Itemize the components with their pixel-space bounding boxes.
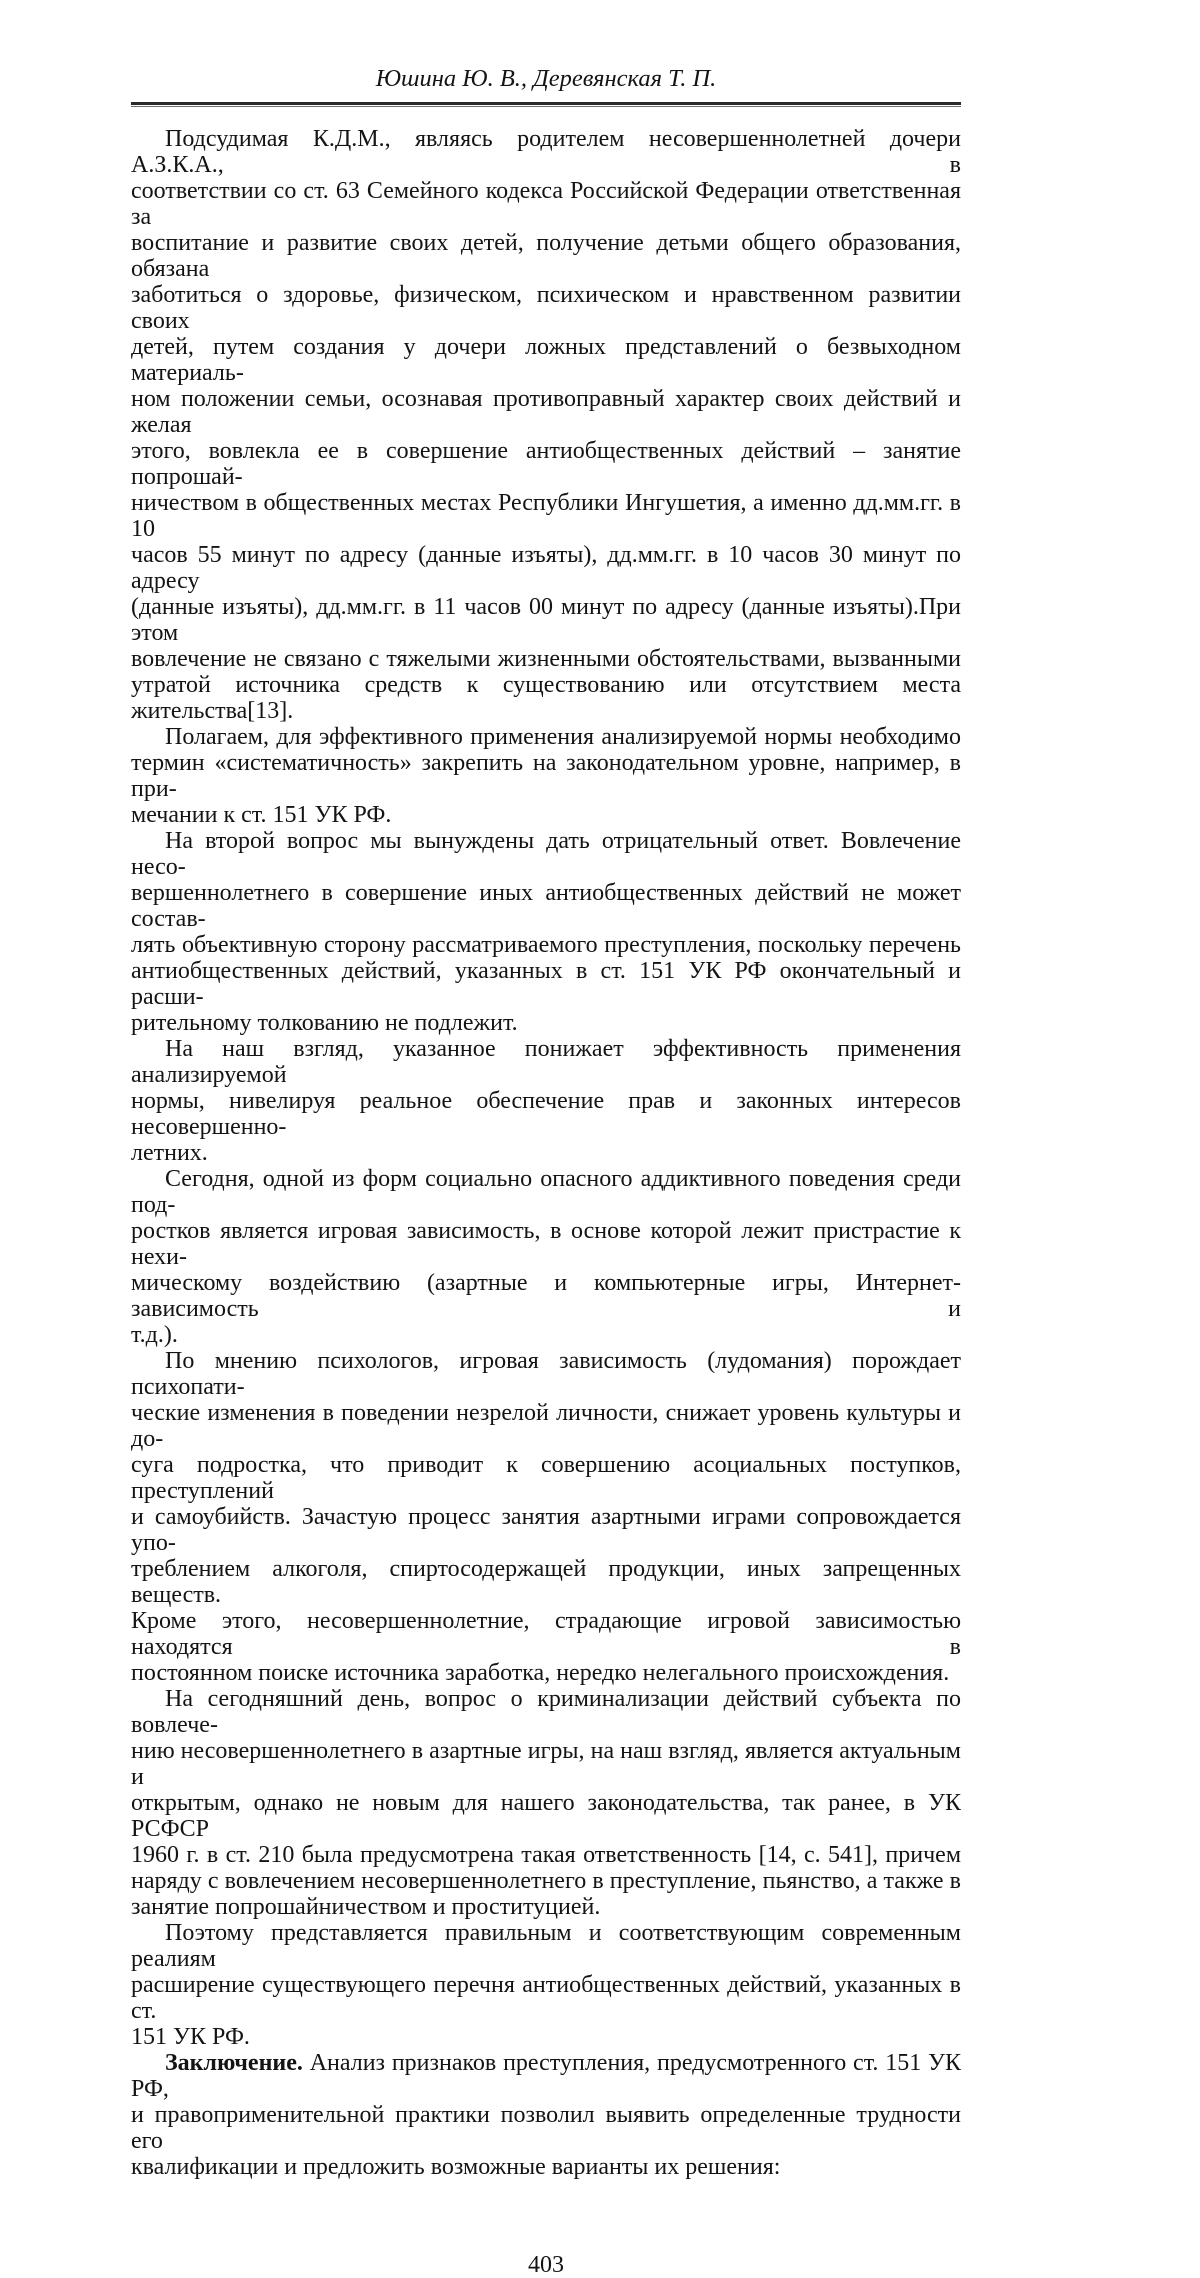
paragraph bbox=[131, 1348, 961, 1686]
text-line: лять объективную сторону рассматриваемого преступления, поскольку перечень bbox=[131, 932, 961, 958]
paragraph bbox=[131, 828, 961, 1036]
page-number: 403 bbox=[528, 2252, 564, 2278]
text-line: треблением алкоголя, спиртосодержащей продукции, иных запрещенных веществ. bbox=[131, 1556, 961, 1608]
paragraph bbox=[131, 1166, 961, 1348]
text-line: летних. bbox=[131, 1140, 208, 1166]
text-line: открытым, однако не новым для нашего законодательства, так ранее, в УК РСФСР bbox=[131, 1790, 961, 1842]
text-line: и самоубийств. Зачастую процесс занятия азартными играми сопровождается упо- bbox=[131, 1504, 961, 1556]
text-line: нормы, нивелируя реальное обеспечение прав и законных интересов несовершенно- bbox=[131, 1088, 961, 1140]
text-line: заботиться о здоровье, физическом, психическом и нравственном развитии своих bbox=[131, 282, 961, 334]
text-line: квалификации и предложить возможные варианты их решения: bbox=[131, 2154, 781, 2180]
text-line: постоянном поиске источника заработка, нередко нелегального происхождения. bbox=[131, 1660, 950, 1686]
text-line: На второй вопрос мы вынуждены дать отрицательный ответ. Вовлечение несо- bbox=[131, 828, 961, 880]
text-line: утратой источника средств к существованию или отсутствием места жительства[13]. bbox=[131, 672, 961, 724]
text-line: этого, вовлекла ее в совершение антиобщественных действий – занятие попрошай- bbox=[131, 438, 961, 490]
text-line: антиобщественных действий, указанных в ст. 151 УК РФ окончательный и расши- bbox=[131, 958, 961, 1010]
text-line: расширение существующего перечня антиобщественных действий, указанных в ст. bbox=[131, 1972, 961, 2024]
text-line: мечании к ст. 151 УК РФ. bbox=[131, 802, 392, 828]
text-line: суга подростка, что приводит к совершению асоциальных поступков, преступлений bbox=[131, 1452, 961, 1504]
paper-page bbox=[0, 65, 1200, 2278]
text-line: Заключение. Анализ признаков преступления, предусмотренного ст. 151 УК РФ, bbox=[131, 2050, 961, 2102]
text-line: ничеством в общественных местах Республики Ингушетия, а именно дд.мм.гг. в 10 bbox=[131, 490, 961, 542]
text-line: (данные изъяты), дд.мм.гг. в 11 часов 00 минут по адресу (данные изъяты).При этом bbox=[131, 594, 961, 646]
text-line: т.д.). bbox=[131, 1322, 178, 1348]
text-line: и правоприменительной практики позволил выявить определенные трудности его bbox=[131, 2102, 961, 2154]
paragraph bbox=[131, 2050, 961, 2180]
paragraph-lead-bold: Заключение. bbox=[165, 2050, 303, 2076]
paragraph bbox=[131, 1036, 961, 1166]
text-line: соответствии со ст. 63 Семейного кодекса Российской Федерации ответственная за bbox=[131, 178, 961, 230]
running-header: Юшина Ю. В., Деревянская Т. П. bbox=[375, 65, 717, 92]
text-line: часов 55 минут по адресу (данные изъяты), дд.мм.гг. в 10 часов 30 минут по адресу bbox=[131, 542, 961, 594]
text-line: По мнению психологов, игровая зависимость (лудомания) порождает психопати- bbox=[131, 1348, 961, 1400]
text-line: На наш взгляд, указанное понижает эффективность применения анализируемой bbox=[131, 1036, 961, 1088]
paragraph bbox=[131, 126, 961, 724]
text-line: Поэтому представляется правильным и соответствующим современным реалиям bbox=[131, 1920, 961, 1972]
text-line: вершеннолетнего в совершение иных антиобщественных действий не может состав- bbox=[131, 880, 961, 932]
text-line: Кроме этого, несовершеннолетние, страдающие игровой зависимостью находятся в bbox=[131, 1608, 961, 1660]
text-line: мическому воздействию (азартные и компьютерные игры, Интернет-зависимость и bbox=[131, 1270, 961, 1322]
text-line: воспитание и развитие своих детей, получение детьми общего образования, обязана bbox=[131, 230, 961, 282]
text-line: 151 УК РФ. bbox=[131, 2024, 250, 2050]
text-line: занятие попрошайничеством и проституцией. bbox=[131, 1894, 601, 1920]
header-rule bbox=[131, 102, 961, 107]
text-line: рительному толкованию не подлежит. bbox=[131, 1010, 518, 1036]
text-line: Полагаем, для эффективного применения анализируемой нормы необходимо bbox=[165, 724, 961, 750]
text-line: термин «систематичность» закрепить на законодательном уровне, например, в при- bbox=[131, 750, 961, 802]
text-line: На сегодняшний день, вопрос о криминализации действий субъекта по вовлече- bbox=[131, 1686, 961, 1738]
text-line: ростков является игровая зависимость, в основе которой лежит пристрастие к нехи- bbox=[131, 1218, 961, 1270]
text-line: ном положении семьи, осознавая противоправный характер своих действий и желая bbox=[131, 386, 961, 438]
text-line: детей, путем создания у дочери ложных представлений о безвыходном материаль- bbox=[131, 334, 961, 386]
paragraph bbox=[131, 724, 961, 828]
paragraph bbox=[131, 1686, 961, 1920]
text-line: 1960 г. в ст. 210 была предусмотрена такая ответственность [14, с. 541], причем bbox=[131, 1842, 961, 1868]
text-line: ческие изменения в поведении незрелой личности, снижает уровень культуры и до- bbox=[131, 1400, 961, 1452]
paragraph bbox=[131, 1920, 961, 2050]
text-line: Сегодня, одной из форм социально опасного аддиктивного поведения среди под- bbox=[131, 1166, 961, 1218]
text-line: Подсудимая К.Д.М., являясь родителем несовершеннолетней дочери А.З.К.А., в bbox=[131, 126, 961, 178]
text-line: вовлечение не связано с тяжелыми жизненными обстоятельствами, вызванными bbox=[131, 646, 961, 672]
text-line: нию несовершеннолетнего в азартные игры, на наш взгляд, является актуальным и bbox=[131, 1738, 961, 1790]
text-line: наряду с вовлечением несовершеннолетнего в преступление, пьянство, а также в bbox=[131, 1868, 961, 1894]
article-body bbox=[131, 126, 961, 2180]
